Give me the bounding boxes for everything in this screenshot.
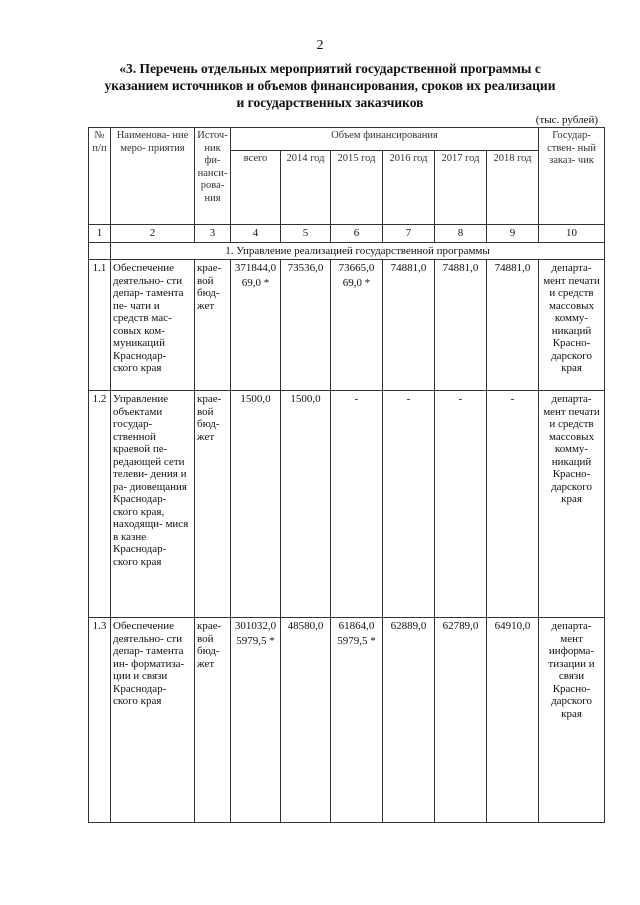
row-2018: -: [487, 391, 539, 618]
row-name: Обеспечение деятельно- сти депар- тамента пе- чати и средств мас- совых ком- муникаций Краснодар- ского края: [111, 260, 195, 391]
table-row: [89, 618, 605, 823]
row-customer: департа- мент информа- тизации и связи Красно- дарского края: [539, 618, 605, 823]
col-number: 10: [539, 225, 605, 243]
row-total: [231, 618, 281, 823]
table-row: [89, 391, 605, 618]
value: 73665,0: [338, 262, 375, 274]
col-number: 4: [231, 225, 281, 243]
row-customer: департа- мент печати и средств массовых комму- никаций Красно- дарского края: [539, 391, 605, 618]
row-source: крае- вой бюд- жет: [195, 391, 231, 618]
value: -: [354, 393, 359, 405]
row-name: Обеспечение деятельно- сти депар- тамента ин- форматиза- ции и связи Краснодар- ского края: [111, 618, 195, 823]
col-number: 5: [281, 225, 331, 243]
row-num: 1.1: [89, 260, 111, 391]
document-title: [80, 60, 580, 111]
row-total: [231, 391, 281, 618]
header-volume: Объем финансирования: [231, 128, 539, 151]
value: 301032,0: [234, 620, 277, 632]
row-2015: [331, 260, 383, 391]
header-2015: 2015 год: [331, 151, 383, 225]
col-number: 1: [89, 225, 111, 243]
row-2017: 62789,0: [435, 618, 487, 823]
value: 61864,0: [338, 620, 375, 632]
financing-table: [88, 127, 605, 823]
value-footnote: 5979,5 *: [337, 634, 376, 647]
title-line-1: «3. Перечень отдельных мероприятий государственной программы с: [119, 61, 541, 76]
col-number: 6: [331, 225, 383, 243]
row-name: Управление объектами государ- ственной краевой пе- редающей сети телеви- дения и ра- диовещания Краснодар- ского края, находящи- мися в казне Краснодар- ского края: [111, 391, 195, 618]
header-name: Наименова- ние меро- приятия: [111, 128, 195, 225]
header-2018: 2018 год: [487, 151, 539, 225]
row-total: [231, 260, 281, 391]
header-row: [89, 128, 605, 151]
title-line-3: и государственных заказчиков: [236, 95, 424, 110]
header-2016: 2016 год: [383, 151, 435, 225]
value: 371844,0: [234, 262, 277, 274]
value-footnote: 5979,5 *: [236, 634, 275, 647]
table-row: [89, 260, 605, 391]
page-number: 2: [316, 38, 324, 53]
row-2015: [331, 618, 383, 823]
row-source: крае- вой бюд- жет: [195, 260, 231, 391]
column-number-row: [89, 225, 605, 243]
header-2017: 2017 год: [435, 151, 487, 225]
col-number: 8: [435, 225, 487, 243]
row-source: крае- вой бюд- жет: [195, 618, 231, 823]
row-2016: -: [383, 391, 435, 618]
header-2014: 2014 год: [281, 151, 331, 225]
header-customer: Государ- ствен- ный заказ- чик: [539, 128, 605, 225]
row-2016: 74881,0: [383, 260, 435, 391]
row-2016: 62889,0: [383, 618, 435, 823]
value-footnote: 69,0 *: [241, 276, 270, 289]
header-total: всего: [231, 151, 281, 225]
row-customer: департа- мент печати и средств массовых комму- никаций Красно- дарского края: [539, 260, 605, 391]
header-num: № п/п: [89, 128, 111, 225]
title-line-2: указанием источников и объемов финансирования, сроков их реализации: [104, 78, 556, 93]
value: 1500,0: [240, 393, 271, 405]
value-footnote: 69,0 *: [342, 276, 371, 289]
col-number: 3: [195, 225, 231, 243]
row-2014: 73536,0: [281, 260, 331, 391]
col-number: 2: [111, 225, 195, 243]
row-2014: 48580,0: [281, 618, 331, 823]
section-title: 1. Управление реализацией государственной программы: [111, 242, 605, 260]
row-2014: 1500,0: [281, 391, 331, 618]
row-2017: 74881,0: [435, 260, 487, 391]
row-2017: -: [435, 391, 487, 618]
row-2015: [331, 391, 383, 618]
section-row: [89, 242, 605, 260]
col-number: 7: [383, 225, 435, 243]
row-num: 1.2: [89, 391, 111, 618]
col-number: 9: [487, 225, 539, 243]
row-num: 1.3: [89, 618, 111, 823]
row-2018: 74881,0: [487, 260, 539, 391]
units-note: (тыс. рублей): [535, 114, 598, 126]
row-2018: 64910,0: [487, 618, 539, 823]
header-source: Источ- ник фи- нанси- рова- ния: [195, 128, 231, 225]
